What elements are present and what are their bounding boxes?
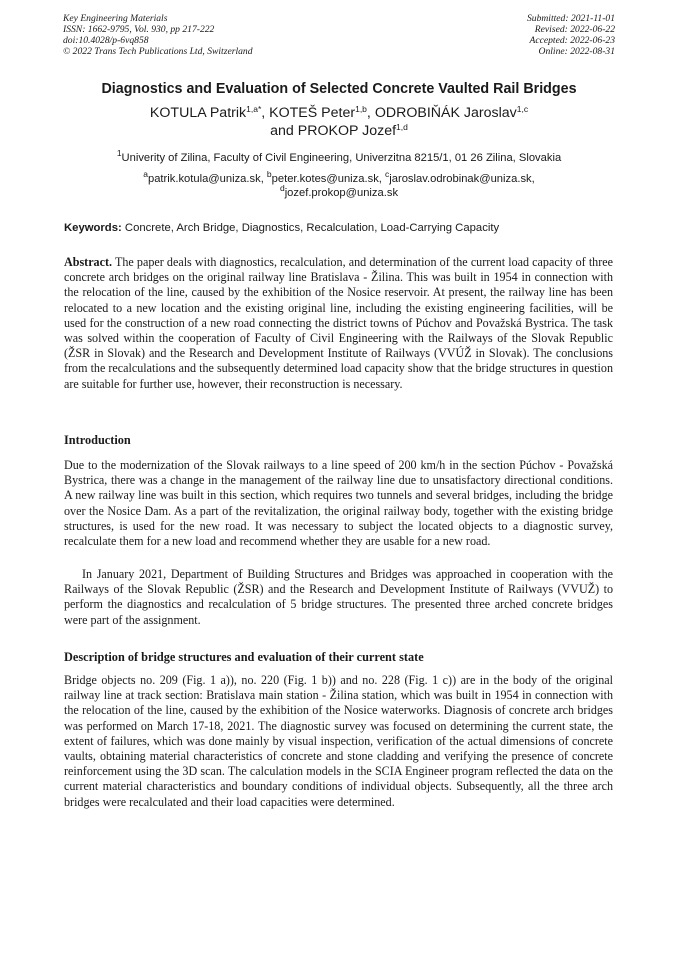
author-name: and PROKOP Jozef bbox=[270, 123, 397, 139]
affiliation bbox=[30, 148, 648, 165]
journal-info bbox=[63, 13, 253, 57]
email-line-1 bbox=[30, 169, 648, 186]
publication-dates bbox=[527, 13, 615, 57]
paragraph-text: Bridge objects no. 209 (Fig. 1 a)), no. 220 (Fig. 1 b)) and no. 228 (Fig. 1 c)) are in the body of the original railway line at track section: Bratislava main station - Žilina station, which was built in 1954 in connection with the relocation of the line, caused by the exhibition of the Nosice waterworks. Diagnosis of concrete arch bridges was performed on March 17-18, 2021. The diagnostic survey was focused on determining the current state, the extent of failures, which was done mainly by visual inspection, verification of the actual dimensions of concrete vaults, obtaining material characteristics of concrete and stone cladding and verifying the presence of concrete reinforcement using the 3D scan. The calculation models in the SCIA Engineer program reflected the data on the current material characteristics and boundary conditions of individual objects. Subsequently, all the three arch bridges were recalculated and their load capacities were determined. bbox=[64, 673, 613, 809]
email-sup: a bbox=[143, 169, 148, 179]
email-link[interactable]: peter.kotes@uniza.sk, bbox=[271, 173, 386, 185]
email-sup: c bbox=[385, 169, 390, 179]
date-accepted: Accepted: 2022-06-23 bbox=[529, 35, 615, 46]
introduction-paragraph-2 bbox=[64, 567, 613, 628]
section-heading-description: Description of bridge structures and evaluation of their current state bbox=[64, 650, 424, 664]
author-list bbox=[30, 104, 648, 140]
affiliation-text: Univerity of Zilina, Faculty of Civil Engineering, Univerzitna 8215/1, 01 26 Zilina, Slovakia bbox=[121, 152, 562, 164]
author-sup: 1,c bbox=[516, 104, 529, 114]
abstract-text: The paper deals with diagnostics, recalculation, and determination of the current load capacity of three concrete arch bridges on the original railway line Bratislava - Žilina. This was built in 1954 in connection with the relocation of the line, caused by the exhibition of the Nosice reservoir. At present, the railway line has been relocated to a new location and the existing original line, including the existing engineering facilities, will be used for the construction of a new road connecting the district towns of Púchov and Považská Bystrica. The task was solved within the cooperation of Faculty of Civil Engineering with the Railways of the Slovak Republic (ŽSR in Slovak) and the Research and Development Institute of Railways (VVÚŽ in Slovak). The conclusions from the recalculations and the subsequently determined load capacity show that the bridge structures in question are suitable for further use, however, their reconstruction is necessary. bbox=[64, 255, 613, 391]
paragraph-text: In January 2021, Department of Building Structures and Bridges was approached in cooperation with the Railways of the Slovak Republic (ŽSR) and the Research and Development Institute of Railways (VVUŽ) to perform the diagnostics and recalculation of 5 bridge structures. The presented three arched concrete bridges were part of the assignment. bbox=[64, 567, 613, 627]
author-sup: 1,b bbox=[355, 104, 367, 114]
author-sup: 1,d bbox=[396, 122, 408, 132]
author-line-1 bbox=[30, 104, 648, 122]
email-sup: d bbox=[279, 183, 285, 193]
journal-copyright: © 2022 Trans Tech Publications Ltd, Switzerland bbox=[63, 46, 253, 57]
paragraph-text: Due to the modernization of the Slovak railways to a line speed of 200 km/h in the section Púchov - Považská Bystrica, there was a change in the management of the railway line due to unsatisfactory directional conditions. A new railway line was built in this section, which requires two tunnels and several bridges, including the bridge over the Nosice Dam. As a part of the revitalization, the original railway body, together with the existing bridge structures, is used for the new road. It was necessary to subject the located objects to a diagnostic survey, recalculate them for a new load and recommend whether they are usable for a new road. bbox=[64, 458, 613, 549]
author-line-2 bbox=[30, 122, 648, 140]
date-revised: Revised: 2022-06-22 bbox=[534, 24, 615, 35]
affiliation-sup: 1 bbox=[116, 148, 122, 158]
email-sup: b bbox=[266, 169, 272, 179]
author-separator: , bbox=[366, 105, 375, 121]
date-submitted: Submitted: 2021-11-01 bbox=[526, 13, 615, 24]
journal-name: Key Engineering Materials bbox=[63, 13, 168, 24]
author-name: KOTULA Patrik bbox=[149, 105, 247, 121]
date-online: Online: 2022-08-31 bbox=[538, 46, 615, 57]
author-name: ODROBIŇÁK Jaroslav bbox=[374, 105, 517, 121]
email-list bbox=[30, 169, 648, 200]
author-sup: 1,a* bbox=[246, 104, 262, 114]
keywords bbox=[64, 221, 624, 235]
email-line-2 bbox=[30, 183, 648, 200]
abstract bbox=[64, 255, 613, 392]
author-name: KOTEŠ Peter bbox=[269, 105, 356, 121]
journal-issn: ISSN: 1662-9795, Vol. 930, pp 217-222 bbox=[63, 24, 215, 35]
section-heading-introduction: Introduction bbox=[64, 433, 131, 447]
author-separator: , bbox=[261, 105, 270, 121]
keywords-label: Keywords: bbox=[64, 222, 122, 234]
journal-doi[interactable]: doi:10.4028/p-6vq858 bbox=[63, 35, 149, 46]
description-paragraph-1 bbox=[64, 673, 613, 810]
keywords-text: Concrete, Arch Bridge, Diagnostics, Recalculation, Load-Carrying Capacity bbox=[124, 222, 500, 234]
paper-title: Diagnostics and Evaluation of Selected Concrete Vaulted Rail Bridges bbox=[101, 81, 577, 97]
introduction-paragraph-1 bbox=[64, 458, 613, 549]
email-link[interactable]: jaroslav.odrobinak@uniza.sk, bbox=[389, 173, 535, 185]
abstract-label: Abstract. bbox=[64, 255, 113, 269]
email-link[interactable]: jozef.prokop@uniza.sk bbox=[284, 187, 399, 199]
email-link[interactable]: patrik.kotula@uniza.sk, bbox=[147, 173, 267, 185]
